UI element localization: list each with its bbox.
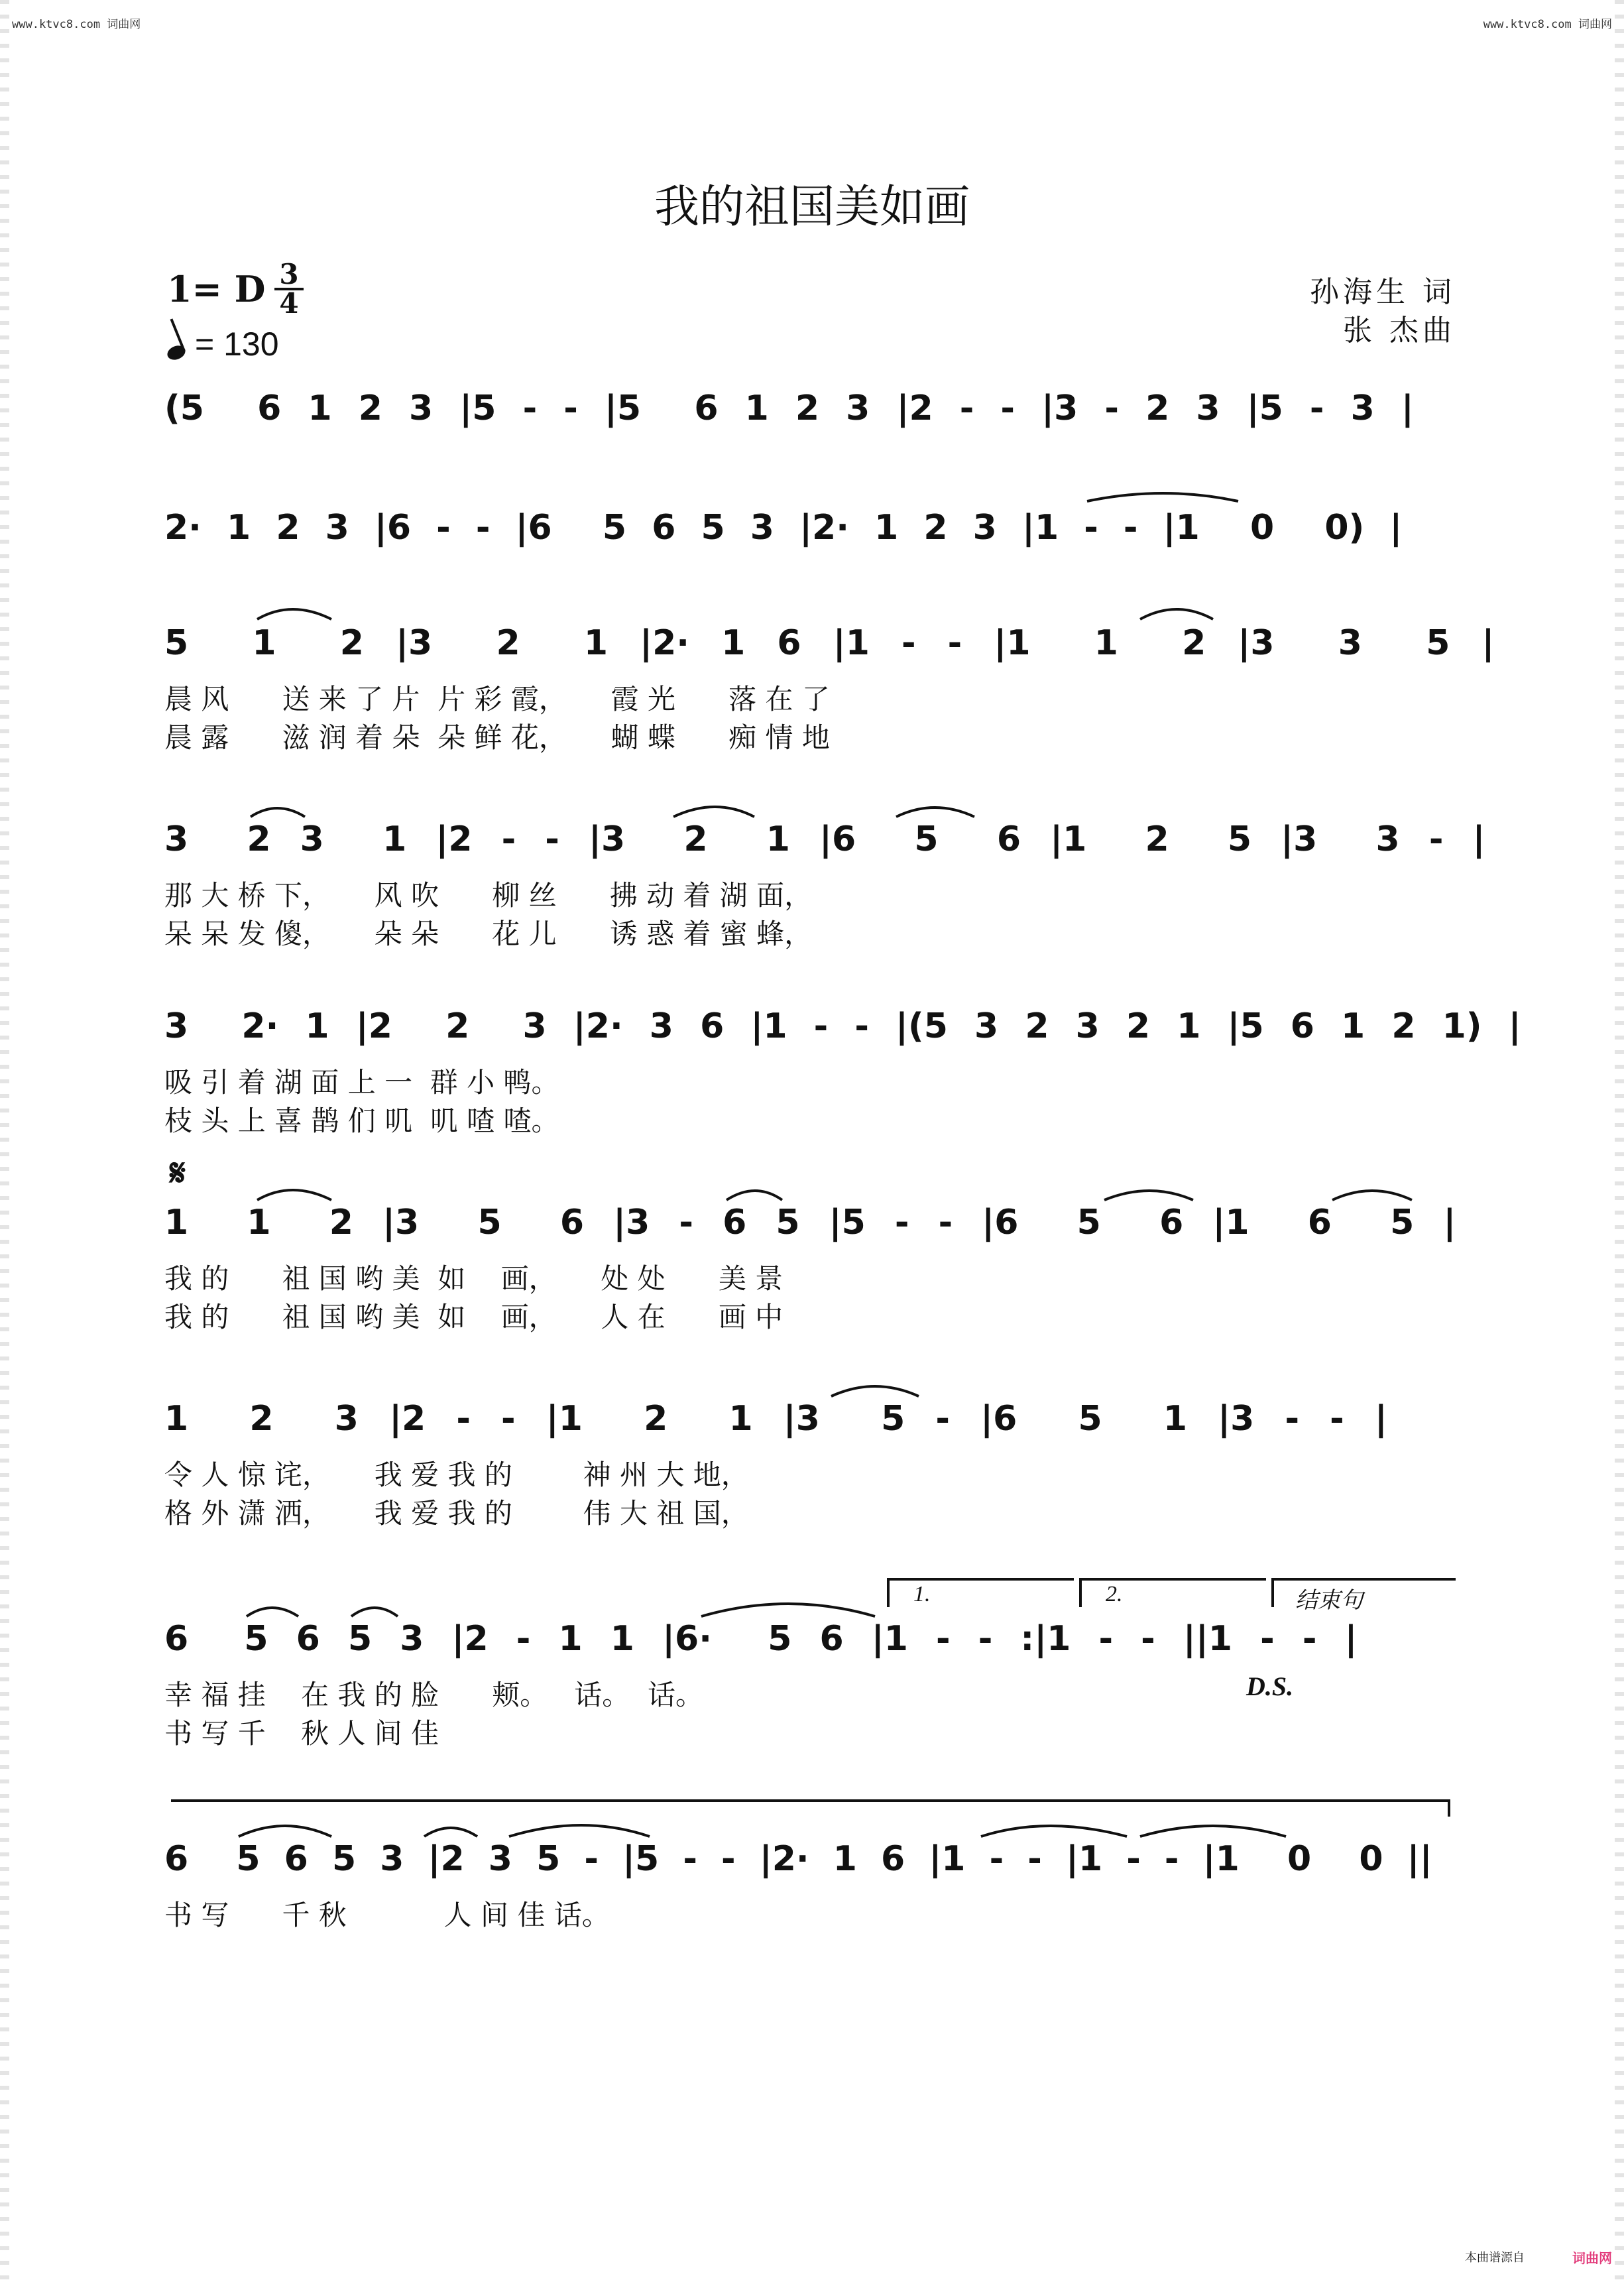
- notes-line-5: 3 2· 1 |2 2 3 |2· 3 6 |1 - - |(5 3 2 3 2 1 |5 6 1 2 1) |: [164, 1006, 1521, 1046]
- watermark-top-right: www.ktvc8.com 词曲网: [1483, 18, 1612, 31]
- tie-arc: [1087, 493, 1238, 501]
- notes-line-8: 6 5 6 5 3 |2 - 1 1 |6· 5 6 |1 - - :|1 - - ||1 - - |: [164, 1619, 1358, 1659]
- slur-arc: [257, 609, 331, 619]
- slur-arc: [424, 1828, 477, 1836]
- volta-2-label: 2.: [1106, 1582, 1123, 1606]
- segno-sign: 𝄋: [170, 1151, 186, 1195]
- dal-segno-mark: D.S.: [1246, 1671, 1294, 1701]
- lyrics-line-5-verse-2: 枝 头 上 喜 鹊 们 叽 叽 喳 喳。: [164, 1105, 559, 1137]
- lyrics-line-4-verse-1: 那 大 桥 下， 风 吹 柳 丝 拂 动 着 湖 面，: [164, 879, 813, 912]
- slur-arc: [726, 1191, 782, 1200]
- lyrics-line-8-verse-1: 幸 福 挂 在 我 的 脸 颊。 话。 话。: [164, 1679, 704, 1711]
- quarter-note-icon: [165, 343, 187, 362]
- score-line-9: [164, 1839, 1461, 1932]
- song-title: 我的祖国美如画: [654, 181, 970, 233]
- lyrics-line-3-verse-2: 晨 露 滋 润 着 朵 朵 鲜 花， 蝴 蝶 痴 情 地: [164, 721, 830, 754]
- left-margin-strip: [0, 0, 9, 2284]
- notes-line-9: 6 5 6 5 3 |2 3 5 - |5 - - |2· 1 6 |1 - - |1 - - |1 0 0 ||: [164, 1839, 1432, 1879]
- notes-line-4: 3 2 3 1 |2 - - |3 2 1 |6 5 6 |1 2 5 |3 3 - |: [164, 819, 1485, 859]
- slur-arc: [239, 1826, 331, 1836]
- tempo-value: = 130: [195, 326, 279, 363]
- time-sig-top: 3: [274, 261, 304, 290]
- notes-line-1: (5 6 1 2 3 |5 - - |5 6 1 2 3 |2 - - |3 - 2 3 |5 - 3 |: [164, 389, 1414, 428]
- notes-line-3: 5 1 2 |3 2 1 |2· 1 6 |1 - - |1 1 2 |3 3 5 |: [164, 623, 1495, 663]
- tie-arc: [1140, 1826, 1286, 1836]
- slur-arc: [257, 1190, 331, 1200]
- key-signature: 1= D: [167, 268, 266, 310]
- score-line-5: [164, 1006, 1521, 1139]
- slur-arc: [1104, 1191, 1193, 1200]
- lyrics-line-7-verse-2: 格 外 潇 洒， 我 爱 我 的 伟 大 祖 国，: [164, 1497, 749, 1530]
- composer-credit: 张 杰曲: [1343, 314, 1456, 347]
- lyrics-line-8-verse-2: 书 写 千 秋 人 间 佳: [164, 1717, 439, 1750]
- slur-arc: [701, 1604, 875, 1616]
- watermark-top-left: www.ktvc8.com 词曲网: [12, 18, 141, 31]
- lyrics-line-3-verse-1: 晨 风 送 来 了 片 片 彩 霞， 霞 光 落 在 了: [164, 683, 830, 715]
- slur-arc: [1332, 1191, 1412, 1200]
- ending-phrase-label: 结束句: [1295, 1589, 1363, 1613]
- score-line-4: [164, 819, 1485, 952]
- slur-arc: [251, 808, 305, 817]
- slur-arc: [673, 807, 754, 817]
- volta-1-label: 1.: [913, 1582, 931, 1606]
- footer-site-logo[interactable]: 词曲网: [1572, 2250, 1612, 2266]
- slur-arc: [1140, 609, 1213, 619]
- lyrics-line-6-verse-2: 我 的 祖 国 哟 美 如 画， 人 在 画 中: [164, 1301, 783, 1333]
- tempo-marking: [167, 325, 279, 363]
- score-line-2: [164, 508, 1461, 574]
- slur-arc: [831, 1386, 919, 1396]
- lyricist-credit: 孙海生 词: [1310, 275, 1456, 309]
- notes-line-2: 2· 1 2 3 |6 - - |6 5 6 5 3 |2· 1 2 3 |1 - - |1 0 0) |: [164, 508, 1403, 548]
- right-margin-strip: [1615, 0, 1624, 2284]
- slur-arc: [247, 1608, 298, 1616]
- slur-arc: [509, 1825, 650, 1836]
- notes-line-6: 1 1 2 |3 5 6 |3 - 6 5 |5 - - |6 5 6 |1 6 5 |: [164, 1203, 1456, 1242]
- lyrics-line-6-verse-1: 我 的 祖 国 哟 美 如 画， 处 处 美 景: [164, 1262, 783, 1295]
- time-signature: [274, 258, 304, 320]
- slur-arc: [351, 1608, 398, 1616]
- tie-arc: [981, 1826, 1127, 1836]
- time-sig-bottom: 4: [279, 287, 299, 320]
- score-line-1: [164, 389, 1461, 455]
- lyrics-line-9-verse-1: 书 写 千 秋 人 间 佳 话。: [164, 1899, 610, 1931]
- footer-source-text: 本曲谱源自: [1465, 2251, 1525, 2265]
- score-line-3: [164, 623, 1495, 756]
- lyrics-line-4-verse-2: 呆 呆 发 傻， 朵 朵 花 儿 诱 惑 着 蜜 蜂，: [164, 918, 813, 950]
- score-line-6: [164, 1203, 1461, 1335]
- lyrics-line-7-verse-1: 令 人 惊 诧， 我 爱 我 的 神 州 大 地，: [164, 1459, 749, 1491]
- score-line-7: [164, 1399, 1461, 1532]
- lyrics-line-5-verse-1: 吸 引 着 湖 面 上 一 群 小 鸭。: [164, 1066, 559, 1099]
- slur-arc: [896, 808, 974, 817]
- notes-line-7: 1 2 3 |2 - - |1 2 1 |3 5 - |6 5 1 |3 - - |: [164, 1399, 1387, 1439]
- coda-bracket: [171, 1801, 1449, 1817]
